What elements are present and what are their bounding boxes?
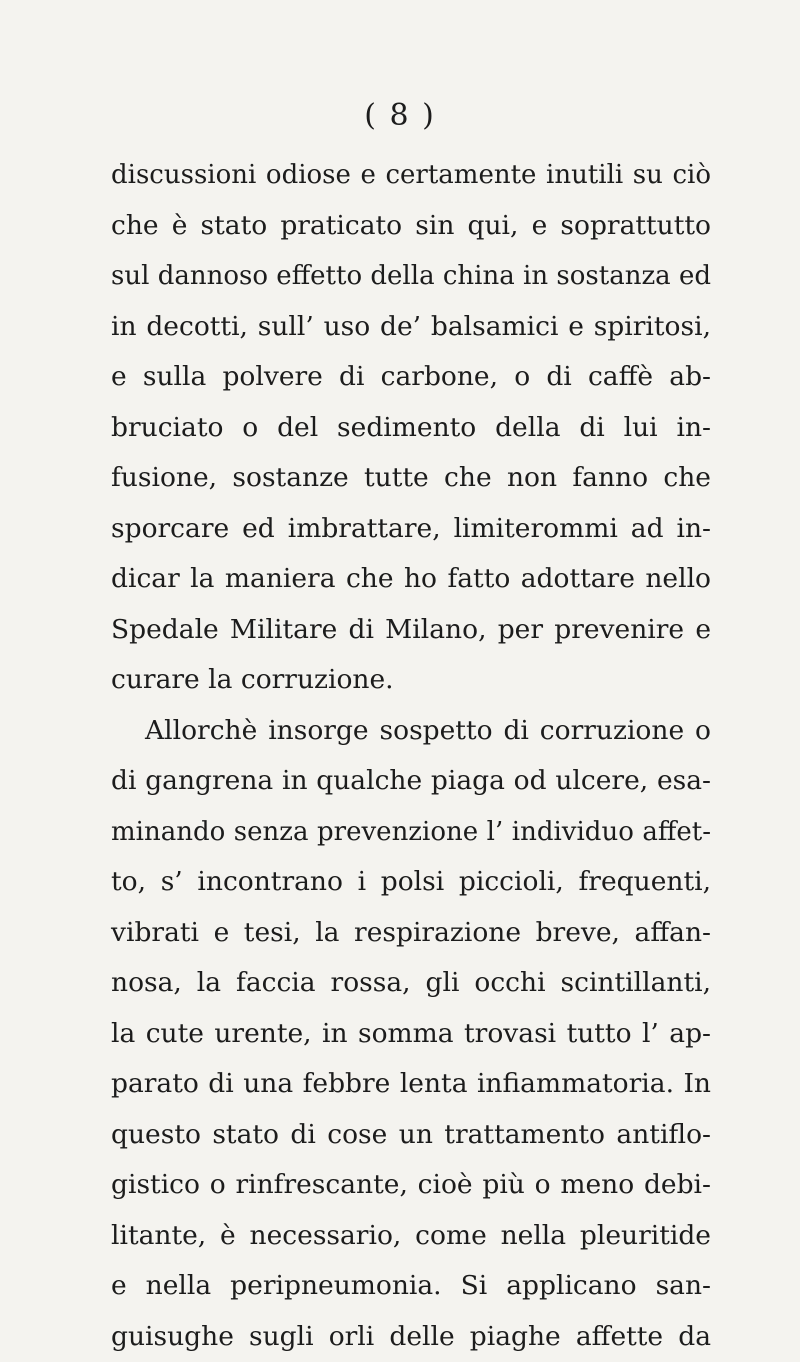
- text-line: di gangrena in qualche piaga od ulcere, esa-: [111, 756, 711, 807]
- text-line: dicar la maniera che ho fatto adottare nello: [111, 554, 711, 605]
- text-line: questo stato di cose un trattamento antiflo-: [111, 1110, 711, 1161]
- text-line: gistico o rinfrescante, cioè più o meno debi-: [111, 1160, 711, 1211]
- text-line: guisughe sugli orli delle piaghe affette da: [111, 1312, 711, 1362]
- paragraph-start-line: Allorchè insorge sospetto di corruzione o: [111, 706, 711, 757]
- text-line: vibrati e tesi, la respirazione breve, affan-: [111, 908, 711, 959]
- text-line: Spedale Militare di Milano, per prevenire e: [111, 605, 711, 656]
- body-text: [111, 150, 711, 1362]
- text-line: litante, è necessario, come nella pleuritide: [111, 1211, 711, 1262]
- text-line: e nella peripneumonia. Si applicano san-: [111, 1261, 711, 1312]
- text-line: la cute urente, in somma trovasi tutto l’ ap-: [111, 1009, 711, 1060]
- text-line: in decotti, sull’ uso de’ balsamici e spiritosi,: [111, 302, 711, 353]
- text-line: parato di una febbre lenta infiammatoria. In: [111, 1059, 711, 1110]
- text-line: minando senza prevenzione l’ individuo affet-: [111, 807, 711, 858]
- text-line: bruciato o del sedimento della di lui in-: [111, 403, 711, 454]
- text-line: che è stato praticato sin qui, e soprattutto: [111, 201, 711, 252]
- text-line: fusione, sostanze tutte che non fanno che: [111, 453, 711, 504]
- text-line: sul dannoso effetto della china in sostanza ed: [111, 251, 711, 302]
- text-line: sporcare ed imbrattare, limiterommi ad in-: [111, 504, 711, 555]
- text-line: nosa, la faccia rossa, gli occhi scintillanti,: [111, 958, 711, 1009]
- text-line: to, s’ incontrano i polsi piccioli, frequenti,: [111, 857, 711, 908]
- page-number: ( 8 ): [0, 98, 800, 133]
- paragraph-end-line: curare la corruzione.: [111, 655, 711, 706]
- text-line: discussioni odiose e certamente inutili su ciò: [111, 150, 711, 201]
- text-line: e sulla polvere di carbone, o di caffè ab-: [111, 352, 711, 403]
